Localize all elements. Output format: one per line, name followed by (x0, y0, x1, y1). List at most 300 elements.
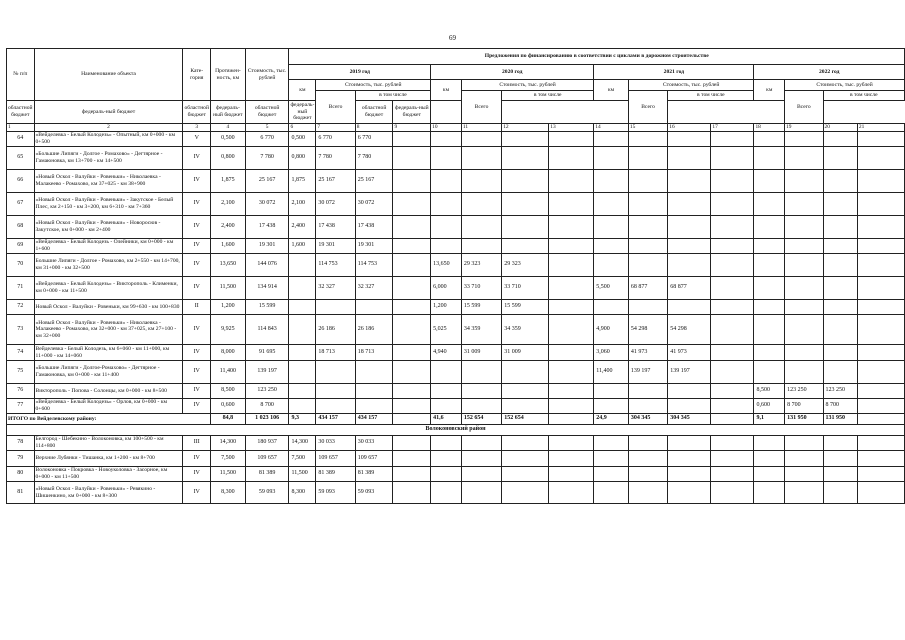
road-length: 2,100 (210, 193, 245, 216)
financing-cell: 1,875 (289, 170, 316, 193)
financing-cell: 34 359 (502, 315, 549, 345)
table-row (7, 482, 905, 504)
financing-cell (668, 132, 711, 147)
financing-cell: 54 298 (668, 315, 711, 345)
financing-cell (461, 436, 501, 451)
table-row (7, 170, 905, 193)
financing-cell (785, 147, 823, 170)
header-including-2019: в том числе (355, 91, 430, 101)
total-cell: 434 157 (316, 414, 355, 425)
financing-cell: 32 327 (355, 277, 393, 300)
header-year-2021: 2021 год (594, 65, 754, 80)
financing-cell: 6 770 (355, 132, 393, 147)
financing-cell (857, 399, 904, 414)
total-cell: 41,6 (431, 414, 462, 425)
table-row (7, 399, 905, 414)
road-cost: 139 197 (245, 361, 289, 384)
row-number: 76 (7, 384, 35, 399)
financing-cell: 8 700 (823, 399, 857, 414)
table-row (7, 216, 905, 239)
financing-cell (823, 216, 857, 239)
financing-cell (393, 170, 431, 193)
road-cost: 25 167 (245, 170, 289, 193)
financing-cell (857, 239, 904, 254)
column-number: 3 (183, 124, 211, 132)
header-category: Кате-гория (183, 49, 211, 101)
financing-cell: 7,500 (289, 451, 316, 467)
financing-cell (754, 482, 785, 504)
financing-cell: 30 033 (355, 436, 393, 451)
object-name: «Новый Оскол - Валуйки - Ровеньки» - Николаевка - Малакеево - Ромахово, км 32+000 - км 37+025, км 27+100 - км 32+000 (34, 315, 183, 345)
financing-cell: 0,600 (754, 399, 785, 414)
financing-cell: 114 753 (316, 254, 355, 277)
financing-cell (393, 467, 431, 482)
financing-cell (711, 132, 754, 147)
financing-cell (823, 193, 857, 216)
object-name: «Новый Оскол - Валуйки - Ровеньки» - Николаевка - Малакеево - Ромахово, км 37+025 - км 38+900 (34, 170, 183, 193)
financing-cell (549, 361, 594, 384)
header-km-2022: км (754, 80, 785, 101)
financing-cell (594, 193, 629, 216)
financing-cell (857, 451, 904, 467)
financing-cell: 0,800 (289, 147, 316, 170)
financing-cell (754, 277, 785, 300)
header-including-2022: в том числе (823, 91, 904, 101)
row-number: 70 (7, 254, 35, 277)
road-cost: 123 250 (245, 384, 289, 399)
road-category: IV (183, 345, 211, 361)
financing-cell (754, 170, 785, 193)
financing-cell (711, 300, 754, 315)
financing-cell (594, 482, 629, 504)
financing-cell (754, 239, 785, 254)
financing-cell (316, 399, 355, 414)
total-cost: 1 023 106 (245, 414, 289, 425)
road-category: IV (183, 216, 211, 239)
total-length: 84,8 (210, 414, 245, 425)
financing-cell (668, 451, 711, 467)
section-row (7, 425, 905, 436)
financing-cell (628, 482, 667, 504)
total-cell: 434 157 (355, 414, 393, 425)
financing-cell (549, 132, 594, 147)
financing-cell (549, 315, 594, 345)
financing-cell (594, 239, 629, 254)
financing-cell: 30 033 (316, 436, 355, 451)
object-name: «Вейделевка - Белый Колодезь» - Опытный, км 0+000 - км 0+500 (34, 132, 183, 147)
road-length: 0,500 (210, 132, 245, 147)
table-row (7, 277, 905, 300)
financing-cell: 2,100 (289, 193, 316, 216)
road-category: IV (183, 239, 211, 254)
financing-cell (393, 277, 431, 300)
column-number: 1 (7, 124, 35, 132)
financing-cell (754, 254, 785, 277)
column-number: 11 (461, 124, 501, 132)
financing-cell (461, 193, 501, 216)
financing-cell (549, 300, 594, 315)
financing-cell (393, 216, 431, 239)
financing-cell (594, 467, 629, 482)
financing-cell (711, 315, 754, 345)
financing-cell (393, 399, 431, 414)
financing-cell (355, 300, 393, 315)
financing-cell (857, 170, 904, 193)
financing-cell (785, 345, 823, 361)
financing-cell (628, 436, 667, 451)
road-category: IV (183, 277, 211, 300)
header-km-2021: км (594, 80, 629, 101)
financing-cell (857, 467, 904, 482)
road-length: 14,300 (210, 436, 245, 451)
header-regional-2020: областной бюджет (183, 101, 211, 124)
financing-cell: 68 877 (668, 277, 711, 300)
financing-cell (668, 300, 711, 315)
financing-cell: 41 973 (668, 345, 711, 361)
financing-cell (461, 132, 501, 147)
financing-cell (754, 147, 785, 170)
financing-cell: 33 710 (461, 277, 501, 300)
header-cost-2020: Стоимость, тыс. рублей (461, 80, 593, 91)
financing-cell: 33 710 (502, 277, 549, 300)
object-name: Белгород - Шебекино - Волоконовка, км 100+500 - км 114+800 (34, 436, 183, 451)
financing-cell (502, 467, 549, 482)
object-name: «Новый Оскол - Валуйки - Ровеньки» - Новоросюв - Закутское, км 0+000 - км 2+400 (34, 216, 183, 239)
financing-cell (289, 277, 316, 300)
financing-cell: 0,500 (289, 132, 316, 147)
financing-cell: 31 009 (502, 345, 549, 361)
financing-cell (711, 239, 754, 254)
header-object-name: Наименование объекта (34, 49, 183, 101)
header-year-2019: 2019 год (289, 65, 431, 80)
financing-cell (393, 451, 431, 467)
financing-cell (431, 147, 462, 170)
financing-cell (823, 467, 857, 482)
total-cell: 9,3 (289, 414, 316, 425)
financing-cell: 4,900 (594, 315, 629, 345)
header-regional-2022: областной бюджет (355, 101, 393, 124)
financing-cell (355, 399, 393, 414)
financing-cell (711, 216, 754, 239)
financing-cell (823, 170, 857, 193)
financing-cell (549, 436, 594, 451)
road-length: 2,400 (210, 216, 245, 239)
page-number: 69 (449, 34, 456, 42)
column-number: 17 (711, 124, 754, 132)
road-category: IV (183, 315, 211, 345)
table-row (7, 315, 905, 345)
road-category: IV (183, 361, 211, 384)
road-length: 1,200 (210, 300, 245, 315)
road-length: 8,500 (210, 384, 245, 399)
object-name: «Новый Оскол - Валуйки - Ровеньки» - Закутское - Белый Плес, км 2+150 - км 3+200, км 6+310 - км 7+360 (34, 193, 183, 216)
financing-cell (628, 384, 667, 399)
financing-cell: 59 093 (316, 482, 355, 504)
financing-cell (711, 384, 754, 399)
financing-cell: 11,500 (289, 467, 316, 482)
header-cost-2022: Стоимость, тыс. рублей (785, 80, 905, 91)
road-cost: 15 599 (245, 300, 289, 315)
column-number: 12 (502, 124, 549, 132)
financing-cell (754, 193, 785, 216)
financing-cell (461, 467, 501, 482)
header-cost-2021: Стоимость, тыс. рублей (628, 80, 754, 91)
financing-cell (711, 436, 754, 451)
financing-cell (785, 239, 823, 254)
header-federal-2022: федераль-ный бюджет (393, 101, 431, 124)
object-name: «Вейделевка - Белый Колодезь» - Орлов, км 0+000 - км 0+600 (34, 399, 183, 414)
financing-cell (628, 147, 667, 170)
financing-cell: 123 250 (823, 384, 857, 399)
financing-cell: 3,060 (594, 345, 629, 361)
financing-cell (461, 170, 501, 193)
financing-cell (785, 482, 823, 504)
financing-cell: 29 323 (461, 254, 501, 277)
financing-cell (393, 384, 431, 399)
financing-cell (549, 399, 594, 414)
total-label: ИТОГО по Вейделевскому району: (7, 414, 211, 425)
financing-cell (393, 147, 431, 170)
financing-cell: 4,940 (431, 345, 462, 361)
road-category: IV (183, 482, 211, 504)
object-name: «Вейделевка - Белый Колодезь - Олейники, км 0+000 - км 1+600 (34, 239, 183, 254)
financing-cell (594, 399, 629, 414)
financing-cell (431, 361, 462, 384)
financing-cell (431, 467, 462, 482)
financing-cell (857, 254, 904, 277)
header-year-2022: 2022 год (754, 65, 905, 80)
total-cell (549, 414, 594, 425)
financing-cell (549, 147, 594, 170)
road-category: IV (183, 384, 211, 399)
road-length: 13,650 (210, 254, 245, 277)
total-cell: 24,9 (594, 414, 629, 425)
financing-cell (549, 451, 594, 467)
financing-cell (289, 361, 316, 384)
object-name: «Вейделевка - Белый Колодезь» - Викторополь - Клименки, км 0+000 - км 11+500 (34, 277, 183, 300)
table-row (7, 300, 905, 315)
financing-cell (668, 399, 711, 414)
financing-cell: 7 780 (355, 147, 393, 170)
financing-cell (289, 300, 316, 315)
financing-cell (502, 193, 549, 216)
table-row (7, 254, 905, 277)
financing-cell: 109 657 (355, 451, 393, 467)
financing-cell (857, 482, 904, 504)
total-cell (711, 414, 754, 425)
financing-cell: 5,025 (431, 315, 462, 345)
financing-cell (461, 239, 501, 254)
financing-cell (711, 277, 754, 300)
financing-cell: 11,400 (594, 361, 629, 384)
financing-cell: 114 753 (355, 254, 393, 277)
row-number: 66 (7, 170, 35, 193)
financing-cell (549, 193, 594, 216)
road-category: IV (183, 467, 211, 482)
header-length: Протяжен-ность, км (210, 49, 245, 101)
financing-cell (711, 451, 754, 467)
financing-cell: 8 700 (785, 399, 823, 414)
financing-cell (289, 345, 316, 361)
header-including-2021: в том числе (668, 91, 754, 101)
financing-cell: 5,500 (594, 277, 629, 300)
column-number: 4 (210, 124, 245, 132)
row-number: 78 (7, 436, 35, 451)
financing-cell: 2,400 (289, 216, 316, 239)
section-title: Волоконовский район (7, 425, 905, 436)
total-cell: 9,1 (754, 414, 785, 425)
financing-cell (628, 132, 667, 147)
row-number: 81 (7, 482, 35, 504)
financing-cell (857, 315, 904, 345)
financing-cell (668, 147, 711, 170)
financing-cell: 17 438 (316, 216, 355, 239)
column-number: 7 (316, 124, 355, 132)
financing-cell (785, 436, 823, 451)
road-length: 1,600 (210, 239, 245, 254)
road-length: 8,300 (210, 482, 245, 504)
financing-cell (594, 132, 629, 147)
financing-cell: 25 167 (316, 170, 355, 193)
financing-cell (857, 300, 904, 315)
road-length: 0,600 (210, 399, 245, 414)
total-cell: 131 950 (823, 414, 857, 425)
total-cell (393, 414, 431, 425)
financing-cell: 123 250 (785, 384, 823, 399)
financing-cell (502, 361, 549, 384)
header-proposals: Предложения по финансированию в соответствии с циклами в дорожном строительстве (289, 49, 905, 65)
table-row (7, 239, 905, 254)
financing-cell (393, 345, 431, 361)
financing-cell (785, 277, 823, 300)
financing-cell (502, 170, 549, 193)
row-number: 64 (7, 132, 35, 147)
table-row (7, 147, 905, 170)
table-row (7, 436, 905, 451)
column-numbers-row (7, 124, 905, 132)
financing-cell (502, 384, 549, 399)
financing-cell (461, 147, 501, 170)
financing-cell (754, 451, 785, 467)
header-including-2020: в том числе (502, 91, 594, 101)
financing-cell: 13,650 (431, 254, 462, 277)
road-category: IV (183, 399, 211, 414)
total-cell: 152 654 (461, 414, 501, 425)
row-number: 73 (7, 315, 35, 345)
financing-cell (711, 345, 754, 361)
financing-cell (785, 216, 823, 239)
row-number: 72 (7, 300, 35, 315)
financing-cell (549, 482, 594, 504)
financing-cell (857, 147, 904, 170)
road-length: 11,400 (210, 361, 245, 384)
financing-cell: 54 298 (628, 315, 667, 345)
financing-cell (823, 277, 857, 300)
financing-cell (668, 482, 711, 504)
column-number: 20 (823, 124, 857, 132)
road-length: 0,800 (210, 147, 245, 170)
table-row (7, 467, 905, 482)
road-cost: 6 770 (245, 132, 289, 147)
financing-cell: 25 167 (355, 170, 393, 193)
financing-cell (393, 300, 431, 315)
financing-cell (668, 384, 711, 399)
financing-cell (754, 361, 785, 384)
financing-cell (502, 132, 549, 147)
road-length: 11,500 (210, 467, 245, 482)
road-cost: 8 700 (245, 399, 289, 414)
road-cost: 180 937 (245, 436, 289, 451)
financing-cell (355, 361, 393, 384)
financing-cell (711, 170, 754, 193)
financing-cell (461, 384, 501, 399)
financing-cell (711, 254, 754, 277)
road-length: 9,925 (210, 315, 245, 345)
financing-cell (823, 345, 857, 361)
object-name: Волоконовка - Покровка - Новоуколовка - Засорное, км 0+000 - км 11+500 (34, 467, 183, 482)
financing-cell (823, 436, 857, 451)
row-number: 79 (7, 451, 35, 467)
financing-cell (431, 193, 462, 216)
financing-cell: 19 301 (316, 239, 355, 254)
financing-cell (754, 132, 785, 147)
total-cell: 304 345 (628, 414, 667, 425)
header-federal-2019: федераль-ный бюджет (34, 101, 183, 124)
column-number: 15 (628, 124, 667, 132)
road-category: IV (183, 170, 211, 193)
table-row (7, 361, 905, 384)
table-row (7, 132, 905, 147)
financing-cell: 8,500 (754, 384, 785, 399)
financing-cell: 81 389 (355, 467, 393, 482)
financing-cell (549, 345, 594, 361)
financing-cell (754, 345, 785, 361)
total-cell: 152 654 (502, 414, 549, 425)
financing-cell (549, 170, 594, 193)
financing-cell (461, 451, 501, 467)
road-category: IV (183, 254, 211, 277)
financing-cell (668, 170, 711, 193)
financing-cell: 109 657 (316, 451, 355, 467)
row-number: 69 (7, 239, 35, 254)
financing-cell: 6,000 (431, 277, 462, 300)
financing-cell (393, 315, 431, 345)
financing-cell: 34 359 (461, 315, 501, 345)
financing-cell (823, 132, 857, 147)
financing-cell (628, 170, 667, 193)
financing-cell (711, 193, 754, 216)
column-number: 5 (245, 124, 289, 132)
financing-cell (785, 170, 823, 193)
object-name: «Большие Липяги - Долгое-Ромахово» - Дегтярное - Гамаюновка, км 0+000 - км 11+400 (34, 361, 183, 384)
column-number: 6 (289, 124, 316, 132)
financing-cell (628, 254, 667, 277)
financing-cell (857, 361, 904, 384)
road-length: 8,000 (210, 345, 245, 361)
financing-cell: 7 780 (316, 147, 355, 170)
financing-cell (711, 467, 754, 482)
financing-cell (823, 300, 857, 315)
header-federal-2020: федераль-ный бюджет (210, 101, 245, 124)
financing-cell (628, 216, 667, 239)
financing-cell: 30 072 (316, 193, 355, 216)
financing-cell (785, 361, 823, 384)
column-number: 2 (34, 124, 183, 132)
row-number: 71 (7, 277, 35, 300)
financing-cell (857, 384, 904, 399)
financing-cell: 139 197 (668, 361, 711, 384)
header-n-pp: № п/п (7, 49, 35, 101)
